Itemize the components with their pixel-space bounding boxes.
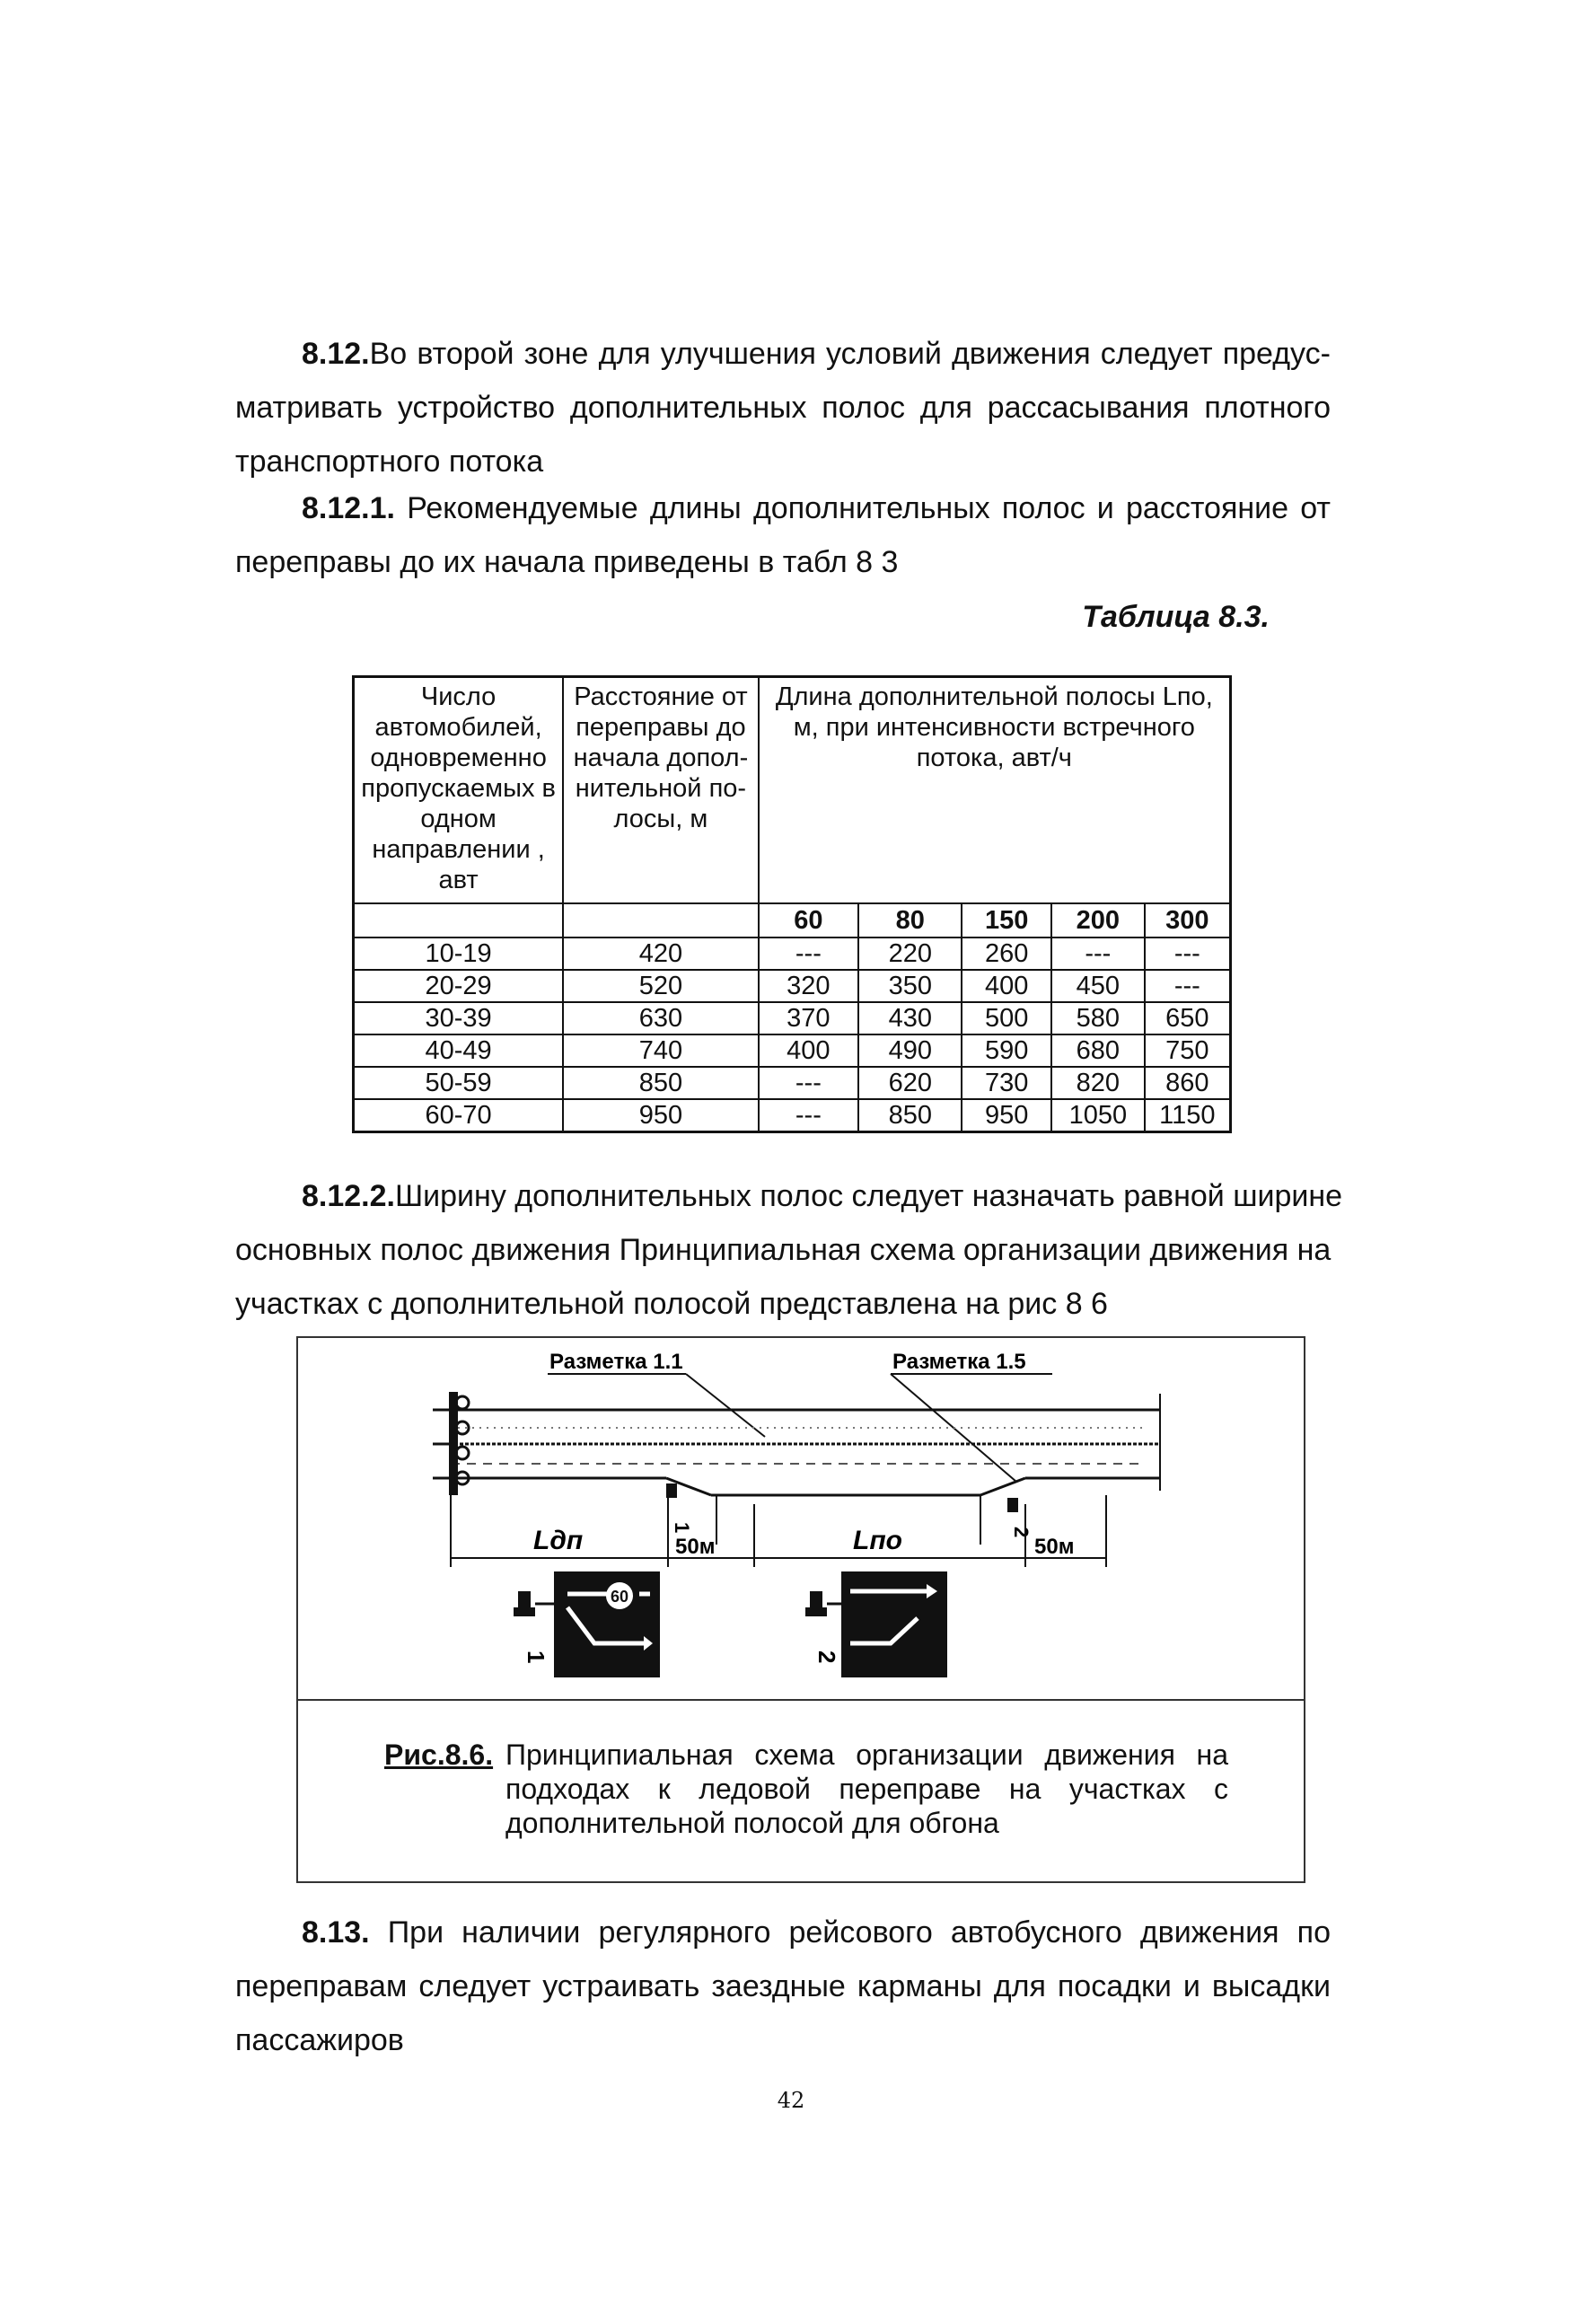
intensity-header: 300 [1145,903,1231,938]
table-cell: 20-29 [354,970,564,1002]
intensity-header: 80 [858,903,962,938]
paragraph-line: Рекомендуемые длины дополнительных полос и расстояние от [407,491,1331,525]
paragraph-line: транспортного потока [235,445,544,479]
table-cell: 220 [858,938,962,970]
speed-limit-value: 60 [610,1588,629,1606]
table-row [354,938,1231,970]
sign-number: 2 [813,1651,840,1664]
figure-8-6 [296,1336,1305,1883]
table-cell: 850 [858,1099,962,1132]
table-cell: 1050 [1051,1099,1145,1132]
table-row [354,1002,1231,1034]
table-cell: 60-70 [354,1099,564,1132]
header-vehicle-count: Число автомобилей, одновременно пропускаемых в одном направлении , авт [354,677,564,904]
dimension-lpo: Lпо [853,1526,902,1555]
table-cell: 520 [563,970,758,1002]
page-number: 42 [777,2088,805,2113]
table-subheader-row [354,903,1231,938]
paragraph-line: участках с дополнительной полосой представлена на рис 8 6 [235,1287,1108,1321]
table-cell: 500 [962,1002,1051,1034]
traffic-scheme-diagram [298,1338,1304,1697]
figure-caption [384,1738,1228,1840]
table-cell: 490 [858,1034,962,1067]
table-cell: --- [759,1099,858,1132]
figure-caption-text: Принципиальная схема организации движения на подходах к ледовой переправе на участках с дополнительной полосой для обгона [505,1739,1228,1839]
table-cell: 730 [962,1067,1051,1099]
table-cell: 750 [1145,1034,1231,1067]
paragraph-number: 8.13. [302,1915,370,1950]
table-cell: 30-39 [354,1002,564,1034]
paragraph-8-12-2 [235,1169,1343,1331]
table-cell: 40-49 [354,1034,564,1067]
paragraph-line: Во второй зоне для улучшения условий движения следует предус- [369,337,1331,371]
header-distance: Расстояние от переправы до начала допол-нительной по-лосы, м [563,677,758,904]
table-cell: 740 [563,1034,758,1067]
paragraph-line: При наличии регулярного рейсового автобусного движения по [387,1915,1331,1950]
paragraph-8-12 [235,327,1331,489]
table-cell: 320 [759,970,858,1002]
sign-number: 1 [523,1651,549,1664]
table-cell: 260 [962,938,1051,970]
table-caption: Таблица 8.3. [1082,600,1270,634]
marking-label-1-1: Разметка 1.1 [549,1350,683,1374]
dimension-50m: 50м [1034,1535,1075,1559]
sign-post-number: 2 [1010,1527,1033,1538]
dimension-ldp: Lдп [533,1526,584,1555]
table-cell: 350 [858,970,962,1002]
table-header-row [354,677,1231,904]
table-cell: 450 [1051,970,1145,1002]
table-cell: 370 [759,1002,858,1034]
table-row [354,1034,1231,1067]
table-8-3 [352,675,1232,1133]
figure-caption-label: Рис.8.6. [384,1739,494,1771]
table-cell: 950 [962,1099,1051,1132]
table-cell: 820 [1051,1067,1145,1099]
paragraph-line: переправы до их начала приведены в табл 8 3 [235,545,899,579]
paragraph-8-12-1 [235,481,1331,589]
table-cell: --- [1145,938,1231,970]
figure-divider [298,1699,1304,1701]
paragraph-8-13 [235,1906,1331,2067]
table-cell: 680 [1051,1034,1145,1067]
table-cell: 420 [563,938,758,970]
table-cell: 620 [858,1067,962,1099]
paragraph-line: Ширину дополнительных полос следует назначать равной ширине [394,1179,1343,1213]
table-cell: 10-19 [354,938,564,970]
paragraph-number: 8.12. [302,337,370,371]
marking-label-1-5: Разметка 1.5 [892,1350,1026,1374]
paragraph-line: основных полос движения Принципиальная схема организации движения на [235,1233,1332,1267]
header-lane-length: Длина дополнительной полосы Lпо, м, при интенсивности встречного потока, авт/ч [759,677,1231,904]
table-row [354,970,1231,1002]
intensity-header: 200 [1051,903,1145,938]
table-cell: 950 [563,1099,758,1132]
table-cell: 1150 [1145,1099,1231,1132]
table-cell: 590 [962,1034,1051,1067]
table-cell: 650 [1145,1002,1231,1034]
table-cell: --- [759,1067,858,1099]
sign-post-2-icon [1007,1498,1018,1512]
table-cell: --- [759,938,858,970]
paragraph-line: пассажиров [235,2023,404,2057]
paragraph-line: переправам следует устраивать заездные карманы для посадки и высадки [235,1969,1331,2003]
dimension-50m: 50м [675,1535,716,1559]
table-cell: 50-59 [354,1067,564,1099]
table-cell: 630 [563,1002,758,1034]
table-cell: 850 [563,1067,758,1099]
table-row [354,1099,1231,1132]
table-cell: --- [1051,938,1145,970]
intensity-header: 150 [962,903,1051,938]
paragraph-number: 8.12.1. [302,491,395,525]
table-cell: 430 [858,1002,962,1034]
table-cell: 400 [962,970,1051,1002]
table-cell: 580 [1051,1002,1145,1034]
sign-post-number: 1 [671,1522,693,1534]
paragraph-number: 8.12.2. [302,1179,395,1213]
table-row [354,1067,1231,1099]
table-cell: 860 [1145,1067,1231,1099]
intensity-header: 60 [759,903,858,938]
table-cell: --- [1145,970,1231,1002]
paragraph-line: матривать устройство дополнительных полос для рассасывания плотного [235,391,1331,425]
road [433,1394,1160,1495]
table-cell: 400 [759,1034,858,1067]
